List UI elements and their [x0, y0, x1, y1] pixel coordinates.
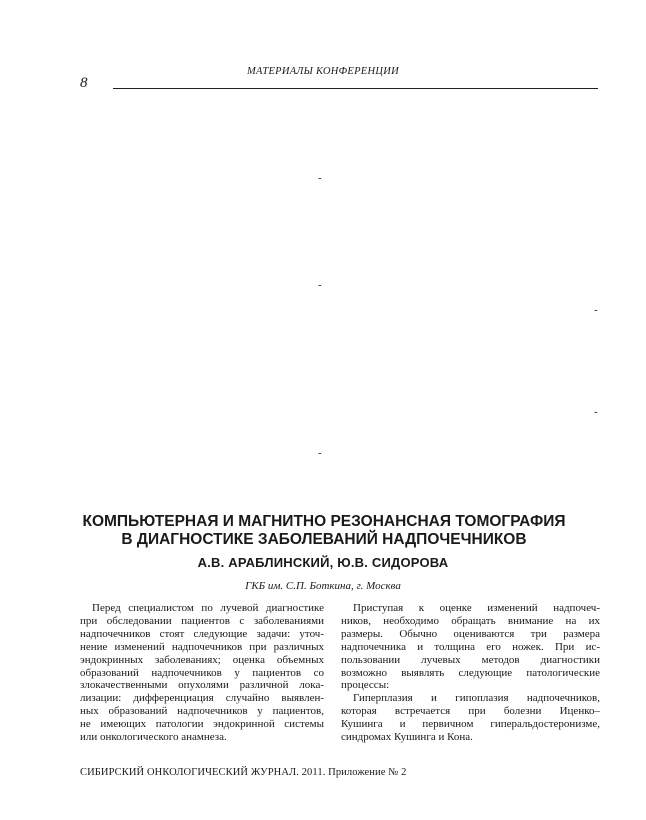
text-line: Приступая к оценке изменений надпочеч-	[353, 602, 600, 614]
stray-mark: -	[318, 279, 322, 291]
stray-mark: -	[318, 172, 322, 184]
title-line: В ДИАГНОСТИКЕ ЗАБОЛЕВАНИЙ НАДПОЧЕЧНИКОВ	[121, 531, 527, 548]
affiliation: ГКБ им. С.П. Боткина, г. Москва	[245, 580, 401, 592]
authors: А.В. АРАБЛИНСКИЙ, Ю.В. СИДОРОВА	[197, 555, 449, 570]
text-line: лизации: дифференциация случайно выявлен-	[80, 692, 324, 705]
running-header-title: МАТЕРИАЛЫ КОНФЕРЕНЦИИ	[246, 66, 400, 77]
text-line: ников, необходимо обращать внимание на их	[341, 614, 600, 627]
footer-journal: СИБИРСКИЙ ОНКОЛОГИЧЕСКИЙ ЖУРНАЛ. 2011. Приложение № 2	[80, 767, 407, 778]
stray-mark: -	[594, 406, 598, 418]
text-line: пользовании лучевых методов диагностики	[341, 653, 600, 666]
text-line: надпочечника и толщина его ножек. При ис-	[341, 640, 600, 653]
right-column	[341, 602, 600, 744]
text-line: возможно выявлять следующие патологические	[341, 666, 600, 679]
text-line: нение изменений надпочечников при различных	[80, 640, 324, 653]
text-line: процессы:	[341, 679, 390, 692]
page-number: 8	[80, 75, 88, 91]
text-line: Гиперплазия и гипоплазия надпочечников,	[353, 692, 600, 705]
article-title	[60, 513, 588, 549]
text-line: злокачественными опухолями различной лока-	[80, 679, 324, 692]
stray-mark: -	[318, 447, 322, 459]
text-line: эндокринных заболеваниях; оценка объемных	[80, 653, 324, 666]
text-line: которая встречается при болезни Иценко–	[341, 705, 600, 718]
text-line: размеры. Обычно оцениваются три размера	[341, 627, 600, 640]
text-line: не имеющих патологии эндокринной системы	[80, 718, 324, 731]
title-line: КОМПЬЮТЕРНАЯ И МАГНИТНО РЕЗОНАНСНАЯ ТОМОГРАФИЯ	[82, 513, 566, 530]
text-line: образований надпочечников у пациентов со	[80, 666, 324, 679]
text-line: или онкологического анамнеза.	[80, 731, 227, 744]
text-line: при обследовании пациентов с заболеваниями	[80, 614, 324, 627]
header-rule	[113, 88, 598, 89]
text-line: надпочечников стоят следующие задачи: уточ-	[80, 627, 324, 640]
left-column	[80, 602, 324, 744]
text-line: ных образований надпочечников у пациентов,	[80, 705, 324, 718]
text-line: Кушинга и первичном гиперальдостеронизме,	[341, 718, 600, 731]
stray-mark: -	[594, 304, 598, 316]
text-line: Перед специалистом по лучевой диагностике	[92, 602, 324, 614]
text-line: синдромах Кушинга и Кона.	[341, 731, 473, 744]
